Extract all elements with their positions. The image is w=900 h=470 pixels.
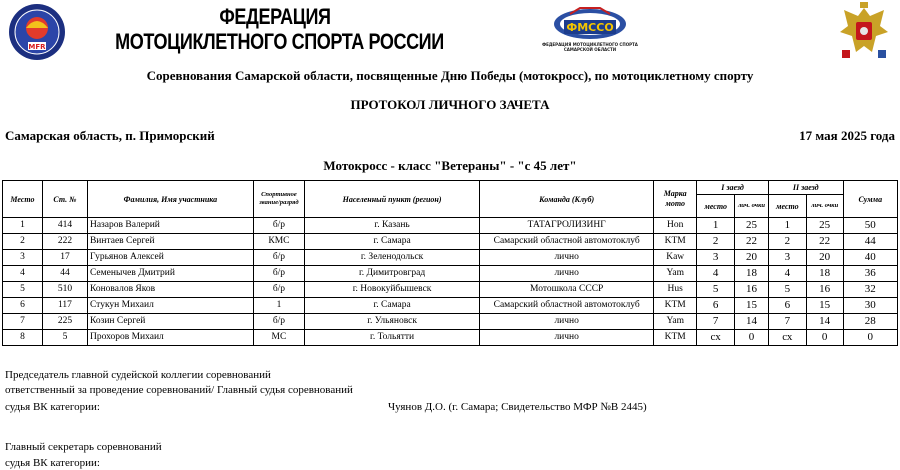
cell-city: г. Самара <box>305 234 480 250</box>
cell-race1-pos: 3 <box>697 250 735 266</box>
cell-start-no: 44 <box>42 266 87 282</box>
cell-name: Прохоров Михаил <box>87 330 253 346</box>
footer-secretary-label: Главный секретарь соревнований <box>5 441 162 453</box>
cell-city: г. Тольятти <box>305 330 480 346</box>
table-row <box>3 250 898 266</box>
cell-sum: 30 <box>843 298 897 314</box>
header-start-no: Ст. № <box>42 181 87 218</box>
cell-race2-pos: 6 <box>768 298 806 314</box>
cell-race1-points: 22 <box>735 234 769 250</box>
footer-responsible-label: ответственный за проведение соревнований/ Главный судья соревнований <box>5 384 353 396</box>
cell-race2-points: 16 <box>806 282 843 298</box>
cell-team: ТАТАГРОЛИЗИНГ <box>480 218 654 234</box>
cell-place: 6 <box>3 298 43 314</box>
cell-name: Коновалов Яков <box>87 282 253 298</box>
cell-team: лично <box>480 266 654 282</box>
event-title: Соревнования Самарской области, посвященные Дню Победы (мотокросс), по мотоциклетному спорту <box>146 68 754 83</box>
footer-judge-category: судья ВК категории: <box>5 401 100 413</box>
russia-emblem <box>836 2 892 60</box>
table-row <box>3 282 898 298</box>
fmsso-logo-text: ФМССО <box>566 21 614 34</box>
fmsso-logo-caption: ФЕДЕРАЦИЯ МОТОЦИКЛЕТНОГО СПОРТА САМАРСКОЙ ОБЛАСТИ <box>542 42 638 52</box>
cell-race2-pos: 3 <box>768 250 806 266</box>
cell-moto: KTM <box>654 234 697 250</box>
cell-race1-points: 15 <box>735 298 769 314</box>
cell-team: Мотошкола СССР <box>480 282 654 298</box>
cell-place: 4 <box>3 266 43 282</box>
cell-name: Стукун Михаил <box>87 298 253 314</box>
cell-rank: б/р <box>253 250 304 266</box>
cell-city: г. Ульяновск <box>305 314 480 330</box>
table-row <box>3 330 898 346</box>
cell-race1-pos: 5 <box>697 282 735 298</box>
cell-race1-pos: 4 <box>697 266 735 282</box>
cell-city: г. Самара <box>305 298 480 314</box>
cell-race1-points: 25 <box>735 218 769 234</box>
cell-city: г. Казань <box>305 218 480 234</box>
table-row <box>3 218 898 234</box>
cell-place: 2 <box>3 234 43 250</box>
cell-start-no: 117 <box>42 298 87 314</box>
event-place: Самарская область, п. Приморский <box>5 128 215 143</box>
cell-name: Козин Сергей <box>87 314 253 330</box>
cell-race1-pos: 7 <box>697 314 735 330</box>
footer-judge-name: Чуянов Д.О. (г. Самара; Свидетельство МФР №В 2445) <box>388 401 647 413</box>
cell-race1-points: 16 <box>735 282 769 298</box>
class-title: Мотокросс - класс "Ветераны" - "с 45 лет" <box>323 158 577 173</box>
mfr-logo-text: MFR <box>28 43 46 51</box>
cell-sum: 36 <box>843 266 897 282</box>
cell-place: 1 <box>3 218 43 234</box>
cell-race1-points: 18 <box>735 266 769 282</box>
results-table <box>2 180 898 346</box>
cell-name: Гурьянов Алексей <box>87 250 253 266</box>
federation-title-line1: ФЕДЕРАЦИЯ <box>219 4 331 29</box>
cell-moto: Hus <box>654 282 697 298</box>
cell-race1-points: 20 <box>735 250 769 266</box>
cell-moto: Yam <box>654 266 697 282</box>
cell-start-no: 222 <box>42 234 87 250</box>
cell-race1-points: 14 <box>735 314 769 330</box>
cell-race2-pos: 4 <box>768 266 806 282</box>
cell-race1-pos: сх <box>697 330 735 346</box>
header-moto: Марка мото <box>654 181 697 218</box>
cell-name: Семенычев Дмитрий <box>87 266 253 282</box>
cell-race1-pos: 2 <box>697 234 735 250</box>
header-race2-pos: место <box>768 195 806 218</box>
cell-rank: б/р <box>253 282 304 298</box>
cell-start-no: 414 <box>42 218 87 234</box>
cell-moto: KTM <box>654 330 697 346</box>
cell-race1-pos: 6 <box>697 298 735 314</box>
cell-start-no: 17 <box>42 250 87 266</box>
cell-race2-points: 0 <box>806 330 843 346</box>
cell-team: Самарский областной автомотоклуб <box>480 234 654 250</box>
cell-name: Винтаев Сергей <box>87 234 253 250</box>
cell-city: г. Димитровград <box>305 266 480 282</box>
table-row <box>3 234 898 250</box>
header-race1-points: лич. очки <box>735 195 769 218</box>
mfr-logo <box>4 2 70 62</box>
table-row <box>3 314 898 330</box>
footer-secretary-category: судья ВК категории: <box>5 457 100 469</box>
cell-place: 8 <box>3 330 43 346</box>
cell-rank: б/р <box>253 314 304 330</box>
cell-team: лично <box>480 330 654 346</box>
cell-race2-points: 22 <box>806 234 843 250</box>
cell-rank: б/р <box>253 218 304 234</box>
fmsso-logo <box>540 4 640 62</box>
header-sum: Сумма <box>843 181 897 218</box>
federation-title-line2: МОТОЦИКЛЕТНОГО СПОРТА РОССИИ <box>115 29 444 54</box>
protocol-title: ПРОТОКОЛ ЛИЧНОГО ЗАЧЕТА <box>350 97 550 112</box>
cell-moto: Yam <box>654 314 697 330</box>
cell-city: г. Новокуйбышевск <box>305 282 480 298</box>
cell-name: Назаров Валерий <box>87 218 253 234</box>
cell-rank: 1 <box>253 298 304 314</box>
cell-team: лично <box>480 314 654 330</box>
federation-title <box>115 4 444 54</box>
cell-sum: 0 <box>843 330 897 346</box>
cell-start-no: 225 <box>42 314 87 330</box>
cell-rank: б/р <box>253 266 304 282</box>
cell-city: г. Зеленодольск <box>305 250 480 266</box>
cell-race2-pos: 5 <box>768 282 806 298</box>
cell-race2-points: 20 <box>806 250 843 266</box>
header-team: Команда (Клуб) <box>480 181 654 218</box>
header-race2: II заезд <box>768 181 843 195</box>
cell-start-no: 510 <box>42 282 87 298</box>
event-date: 17 мая 2025 года <box>799 128 895 143</box>
cell-sum: 28 <box>843 314 897 330</box>
header-city: Населенный пункт (регион) <box>305 181 480 218</box>
cell-race2-pos: сх <box>768 330 806 346</box>
header-name: Фамилия, Имя участника <box>87 181 253 218</box>
cell-sum: 32 <box>843 282 897 298</box>
cell-team: лично <box>480 250 654 266</box>
header-race1-pos: место <box>697 195 735 218</box>
cell-race1-pos: 1 <box>697 218 735 234</box>
cell-start-no: 5 <box>42 330 87 346</box>
header-place: Место <box>3 181 43 218</box>
cell-race1-points: 0 <box>735 330 769 346</box>
cell-sum: 50 <box>843 218 897 234</box>
cell-moto: Hon <box>654 218 697 234</box>
table-row <box>3 266 898 282</box>
table-row <box>3 298 898 314</box>
cell-rank: КМС <box>253 234 304 250</box>
header-rank: Спортивное звание/разряд <box>253 181 304 218</box>
cell-place: 7 <box>3 314 43 330</box>
cell-race2-pos: 7 <box>768 314 806 330</box>
cell-race2-points: 14 <box>806 314 843 330</box>
cell-race2-pos: 1 <box>768 218 806 234</box>
header-race1: I заезд <box>697 181 769 195</box>
footer-chairman-label: Председатель главной судейской коллегии соревнований <box>5 369 271 381</box>
cell-race2-points: 15 <box>806 298 843 314</box>
cell-race2-pos: 2 <box>768 234 806 250</box>
cell-place: 3 <box>3 250 43 266</box>
cell-sum: 40 <box>843 250 897 266</box>
header-race2-points: лич. очки <box>806 195 843 218</box>
cell-moto: Kaw <box>654 250 697 266</box>
cell-rank: МС <box>253 330 304 346</box>
cell-team: Самарский областной автомотоклуб <box>480 298 654 314</box>
cell-sum: 44 <box>843 234 897 250</box>
cell-moto: KTM <box>654 298 697 314</box>
cell-place: 5 <box>3 282 43 298</box>
cell-race2-points: 18 <box>806 266 843 282</box>
cell-race2-points: 25 <box>806 218 843 234</box>
